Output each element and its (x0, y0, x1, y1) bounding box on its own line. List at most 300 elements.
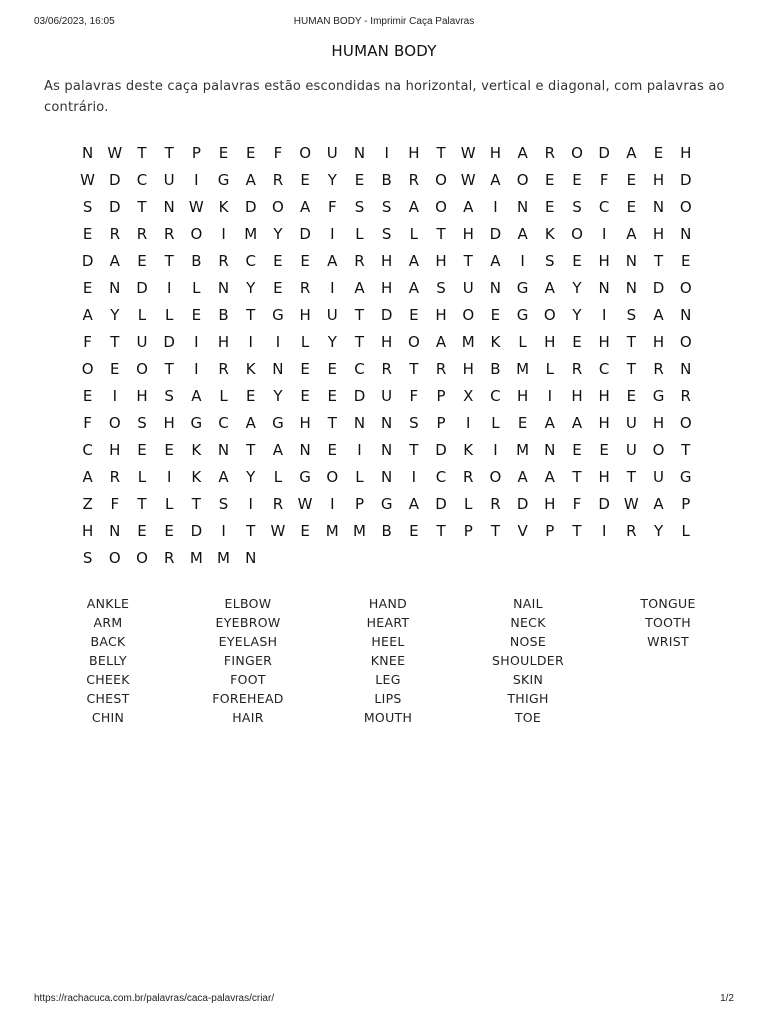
grid-letter: T (409, 360, 419, 378)
page-title: HUMAN BODY (331, 42, 437, 60)
grid-letter: E (191, 306, 202, 324)
grid-letter: E (82, 279, 93, 297)
grid-letter: R (136, 225, 148, 243)
grid-letter: U (625, 414, 637, 432)
grid-letter: I (248, 495, 253, 513)
grid-letter: O (108, 414, 121, 432)
grid-letter: D (244, 198, 257, 216)
grid-letter: E (354, 171, 365, 189)
grid-letter: C (82, 441, 93, 459)
word-list-item: SKIN (512, 672, 544, 687)
grid-letter: L (545, 360, 554, 378)
word-list (38, 594, 738, 727)
grid-letter: H (462, 360, 474, 378)
grid-letter: R (354, 252, 365, 270)
grid-letter: E (572, 171, 582, 189)
grid-letter: A (109, 252, 120, 270)
grid-letter: H (81, 522, 94, 540)
grid-letter: R (626, 522, 637, 540)
grid-letter: N (299, 441, 311, 459)
grid-letter: A (490, 171, 501, 189)
grid-letter: I (330, 225, 335, 243)
grid-letter: N (163, 198, 175, 216)
grid-letter: T (164, 252, 174, 270)
grid-letter: K (544, 225, 555, 243)
grid-letter: E (137, 522, 147, 540)
grid-letter: E (327, 441, 338, 459)
grid-letter: L (219, 387, 228, 405)
grid-letter: D (163, 333, 175, 351)
grid-letter: O (679, 279, 692, 297)
grid-letter: C (245, 252, 256, 270)
grid-letter: R (653, 360, 664, 378)
grid-letter: P (191, 144, 201, 162)
grid-letter: N (680, 225, 692, 243)
grid-letter: E (300, 360, 310, 378)
grid-letter: T (436, 225, 446, 243)
grid-letter: K (463, 441, 474, 459)
grid-letter: F (572, 495, 582, 513)
grid-letter: E (680, 252, 691, 270)
grid-letter: D (380, 306, 393, 324)
grid-letter: R (680, 387, 691, 405)
grid-letter: A (544, 279, 555, 297)
grid-letter: E (137, 252, 147, 270)
grid-letter: O (190, 225, 203, 243)
grid-letter: U (653, 468, 665, 486)
print-footer (34, 993, 734, 1007)
grid-letter: N (272, 360, 284, 378)
grid-letter: E (599, 441, 609, 459)
grid-letter: D (679, 171, 692, 189)
grid-letter: N (381, 441, 393, 459)
grid-letter: I (194, 171, 199, 189)
grid-letter: O (272, 198, 284, 216)
grid-letter: W (460, 144, 476, 162)
word-list-item: BELLY (89, 653, 127, 668)
grid-letter: E (300, 522, 310, 540)
word-list-item: FOREHEAD (212, 691, 284, 706)
grid-letter: Y (246, 468, 256, 486)
grid-letter: I (166, 279, 172, 297)
grid-letter: F (599, 171, 609, 189)
grid-letter: M (244, 225, 258, 243)
grid-letter: D (435, 441, 447, 459)
grid-letter: P (463, 522, 473, 540)
grid-letter: F (327, 198, 337, 216)
grid-letter: N (544, 441, 556, 459)
grid-letter: R (163, 549, 175, 567)
grid-letter: T (409, 441, 419, 459)
grid-letter: Y (327, 171, 337, 189)
grid-letter: H (598, 414, 610, 432)
grid-letter: D (109, 198, 121, 216)
grid-letter: Y (246, 279, 256, 297)
grid-letter: T (572, 468, 582, 486)
grid-letter: N (353, 144, 366, 162)
grid-letter: Y (273, 225, 283, 243)
grid-letter: N (516, 198, 529, 216)
grid-letter: D (353, 387, 366, 405)
grid-letter: A (653, 495, 664, 513)
grid-letter: G (299, 468, 311, 486)
grid-letter: K (191, 468, 202, 486)
grid-letter: C (598, 198, 610, 216)
grid-letter: W (460, 171, 476, 189)
grid-letter: A (408, 279, 419, 297)
grid-letter: L (464, 495, 473, 513)
grid-letter: I (221, 225, 226, 243)
grid-letter: Z (82, 495, 93, 513)
grid-letter: H (408, 144, 420, 162)
grid-letter: L (273, 468, 283, 486)
grid-letter: A (626, 225, 637, 243)
grid-letter: E (626, 387, 637, 405)
grid-letter: B (381, 522, 392, 540)
grid-letter: O (435, 198, 447, 216)
grid-letter: A (490, 252, 501, 270)
grid-letter: N (217, 441, 230, 459)
grid-letter: H (516, 387, 529, 405)
grid-letter: N (625, 279, 637, 297)
grid-letter: N (109, 279, 121, 297)
grid-letter: K (245, 360, 256, 378)
grid-letter: D (299, 225, 311, 243)
grid-letter: W (623, 495, 639, 513)
word-list-item: EYELASH (218, 634, 278, 649)
grid-letter: S (381, 198, 392, 216)
grid-letter: O (326, 468, 339, 486)
print-url[interactable]: https://rachacuca.com.br/palavras/caca-palavras/criar/ (34, 993, 275, 1004)
grid-letter: S (354, 198, 365, 216)
grid-letter: K (191, 441, 202, 459)
grid-letter: S (82, 198, 93, 216)
grid-letter: F (409, 387, 419, 405)
grid-letter: G (516, 306, 529, 324)
grid-letter: M (352, 522, 366, 540)
grid-letter: S (218, 495, 229, 513)
word-list-item: NAIL (513, 596, 543, 611)
grid-letter: O (571, 144, 583, 162)
grid-letter: N (381, 414, 393, 432)
grid-letter: N (625, 252, 637, 270)
grid-letter: E (218, 144, 229, 162)
grid-letter: A (191, 387, 202, 405)
grid-letter: G (217, 171, 230, 189)
grid-letter: Y (110, 306, 120, 324)
grid-letter: I (520, 252, 525, 270)
grid-letter: H (652, 171, 665, 189)
grid-letter: S (545, 252, 555, 270)
word-list-item: WRIST (647, 634, 689, 649)
grid-letter: A (571, 414, 583, 432)
grid-letter: L (192, 279, 201, 297)
grid-letter: L (409, 225, 419, 243)
word-list-item: NOSE (509, 634, 547, 649)
grid-letter: W (297, 495, 313, 513)
grid-letter: S (82, 549, 93, 567)
grid-letter: H (598, 333, 610, 351)
grid-letter: U (462, 279, 474, 297)
grid-letter: D (136, 279, 148, 297)
word-list-item: CHIN (91, 710, 125, 725)
print-header (34, 16, 734, 30)
grid-letter: L (355, 225, 364, 243)
grid-letter: T (463, 252, 473, 270)
grid-letter: T (327, 414, 337, 432)
grid-letter: H (299, 414, 311, 432)
grid-letter: E (273, 279, 283, 297)
word-list-item: EYEBROW (215, 615, 281, 630)
grid-letter: C (598, 360, 610, 378)
grid-letter: H (299, 306, 311, 324)
grid-letter: S (137, 414, 147, 432)
grid-letter: L (300, 333, 310, 351)
grid-letter: E (572, 441, 582, 459)
word-list-item: HEART (366, 615, 410, 630)
word-list-item: ELBOW (224, 596, 272, 611)
grid-letter: H (571, 387, 583, 405)
grid-letter: I (194, 360, 199, 378)
grid-letter: A (517, 225, 528, 243)
grid-letter: N (598, 279, 610, 297)
grid-letter: R (218, 360, 229, 378)
grid-letter: I (601, 306, 607, 324)
grid-letter: H (598, 387, 610, 405)
grid-letter: C (354, 360, 365, 378)
grid-letter: G (380, 495, 393, 513)
grid-letter: U (326, 144, 338, 162)
grid-letter: C (218, 414, 229, 432)
grid-letter: O (543, 306, 556, 324)
grid-letter: R (490, 495, 501, 513)
grid-letter: R (272, 171, 284, 189)
word-search-grid (74, 140, 699, 572)
grid-letter: I (493, 441, 498, 459)
grid-letter: E (626, 198, 637, 216)
grid-letter: A (435, 333, 447, 351)
grid-letter: M (325, 522, 339, 540)
grid-letter: P (354, 495, 364, 513)
grid-letter: E (164, 522, 174, 540)
grid-letter: R (408, 171, 420, 189)
word-list-item: CHEEK (86, 672, 130, 687)
grid-letter: A (463, 198, 474, 216)
grid-letter: R (299, 279, 311, 297)
grid-letter: H (652, 333, 665, 351)
grid-letter: Y (327, 333, 337, 351)
grid-letter: Y (572, 306, 582, 324)
grid-letter: T (354, 306, 365, 324)
grid-letter: H (544, 495, 556, 513)
grid-letter: A (544, 468, 555, 486)
grid-letter: L (355, 468, 364, 486)
grid-letter: O (299, 144, 311, 162)
grid-letter: B (191, 252, 202, 270)
grid-letter: U (625, 441, 637, 459)
word-list-item: FOOT (230, 672, 266, 687)
grid-letter: R (272, 495, 284, 513)
grid-letter: B (381, 171, 392, 189)
grid-letter: A (408, 252, 419, 270)
grid-letter: H (489, 144, 502, 162)
word-list-item: HAND (368, 596, 408, 611)
grid-letter: A (327, 252, 338, 270)
grid-letter: I (384, 144, 389, 162)
grid-letter: V (517, 522, 528, 540)
grid-letter: T (137, 144, 147, 162)
grid-letter: I (547, 387, 552, 405)
grid-letter: U (136, 333, 148, 351)
grid-letter: P (681, 495, 691, 513)
grid-letter: O (571, 225, 583, 243)
word-list-column (318, 594, 458, 727)
grid-letter: R (109, 468, 120, 486)
grid-letter: P (545, 522, 555, 540)
grid-letter: S (164, 387, 174, 405)
grid-letter: G (679, 468, 692, 486)
grid-letter: D (109, 171, 121, 189)
grid-letter: E (409, 306, 419, 324)
grid-letter: T (626, 468, 636, 486)
grid-letter: L (164, 495, 174, 513)
grid-letter: N (217, 279, 230, 297)
grid-letter: H (381, 252, 393, 270)
grid-letter: A (299, 198, 311, 216)
grid-letter: L (137, 306, 147, 324)
grid-letter: H (163, 414, 175, 432)
grid-letter: S (409, 414, 419, 432)
grid-letter: T (246, 441, 256, 459)
grid-letter: O (435, 171, 447, 189)
word-list-item: KNEE (370, 653, 406, 668)
grid-letter: I (601, 522, 607, 540)
grid-letter: I (466, 414, 471, 432)
grid-letter: A (408, 495, 419, 513)
grid-letter: U (381, 387, 393, 405)
grid-letter: O (679, 333, 692, 351)
grid-letter: A (245, 414, 256, 432)
grid-letter: X (463, 387, 474, 405)
grid-letter: T (164, 144, 174, 162)
grid-letter: E (409, 522, 419, 540)
grid-letter: E (653, 144, 664, 162)
grid-letter: G (272, 414, 284, 432)
grid-letter: T (436, 144, 446, 162)
grid-letter: E (82, 225, 93, 243)
grid-letter: M (461, 333, 475, 351)
grid-letter: T (191, 495, 201, 513)
print-document-title: HUMAN BODY - Imprimir Caça Palavras (293, 16, 475, 27)
word-list-item: CHEST (86, 691, 130, 706)
grid-letter: O (679, 414, 692, 432)
grid-letter: Y (273, 387, 283, 405)
grid-letter: E (545, 198, 555, 216)
grid-letter: E (245, 387, 256, 405)
grid-letter: F (110, 495, 120, 513)
grid-letter: A (218, 468, 229, 486)
grid-letter: R (381, 360, 392, 378)
grid-letter: F (83, 414, 92, 432)
grid-letter: H (652, 225, 665, 243)
word-list-item: HAIR (232, 710, 264, 725)
grid-letter: C (490, 387, 501, 405)
grid-letter: I (411, 468, 417, 486)
word-list-column (38, 594, 178, 727)
grid-letter: R (163, 225, 175, 243)
grid-letter: H (598, 468, 610, 486)
grid-letter: I (221, 522, 226, 540)
grid-letter: O (462, 306, 475, 324)
word-list-item: BACK (90, 634, 126, 649)
grid-letter: C (136, 171, 148, 189)
grid-letter: B (218, 306, 229, 324)
grid-letter: Y (572, 279, 582, 297)
grid-letter: E (245, 144, 256, 162)
grid-letter: T (681, 441, 691, 459)
word-list-item: FINGER (223, 653, 273, 668)
grid-letter: T (164, 360, 174, 378)
grid-letter: T (110, 333, 120, 351)
grid-letter: N (81, 144, 94, 162)
grid-letter: O (516, 171, 529, 189)
word-list-item: HEEL (371, 634, 405, 649)
grid-letter: M (516, 360, 530, 378)
grid-letter: E (300, 387, 310, 405)
grid-letter: U (326, 306, 338, 324)
grid-letter: A (272, 441, 284, 459)
grid-letter: E (327, 387, 338, 405)
grid-letter: W (188, 198, 204, 216)
grid-letter: L (164, 306, 174, 324)
grid-letter: R (571, 360, 583, 378)
grid-letter: N (680, 360, 692, 378)
grid-letter: E (572, 333, 582, 351)
grid-letter: O (108, 549, 121, 567)
grid-letter: H (680, 144, 692, 162)
grid-letter: E (327, 360, 338, 378)
grid-letter: C (435, 468, 447, 486)
grid-letter: D (598, 495, 610, 513)
grid-letter: L (137, 468, 147, 486)
grid-letter: A (517, 144, 528, 162)
grid-letter: H (544, 333, 556, 351)
grid-letter: N (680, 306, 692, 324)
grid-letter: D (489, 225, 502, 243)
grid-letter: E (82, 387, 93, 405)
word-list-column (598, 594, 738, 727)
grid-letter: E (273, 252, 283, 270)
grid-letter: A (245, 171, 256, 189)
grid-letter: O (489, 468, 502, 486)
grid-letter: H (109, 441, 121, 459)
grid-letter: I (601, 225, 607, 243)
grid-letter: O (679, 198, 692, 216)
grid-letter: D (190, 522, 203, 540)
grid-letter: D (435, 495, 447, 513)
grid-letter: O (407, 333, 420, 351)
word-list-item: LIPS (374, 691, 402, 706)
grid-letter: D (652, 279, 665, 297)
grid-letter: P (436, 414, 446, 432)
grid-letter: H (598, 252, 610, 270)
grid-letter: S (572, 198, 582, 216)
grid-letter: N (245, 549, 257, 567)
grid-letter: T (246, 306, 256, 324)
grid-letter: L (518, 333, 527, 351)
grid-letter: I (493, 198, 498, 216)
grid-letter: T (572, 522, 582, 540)
